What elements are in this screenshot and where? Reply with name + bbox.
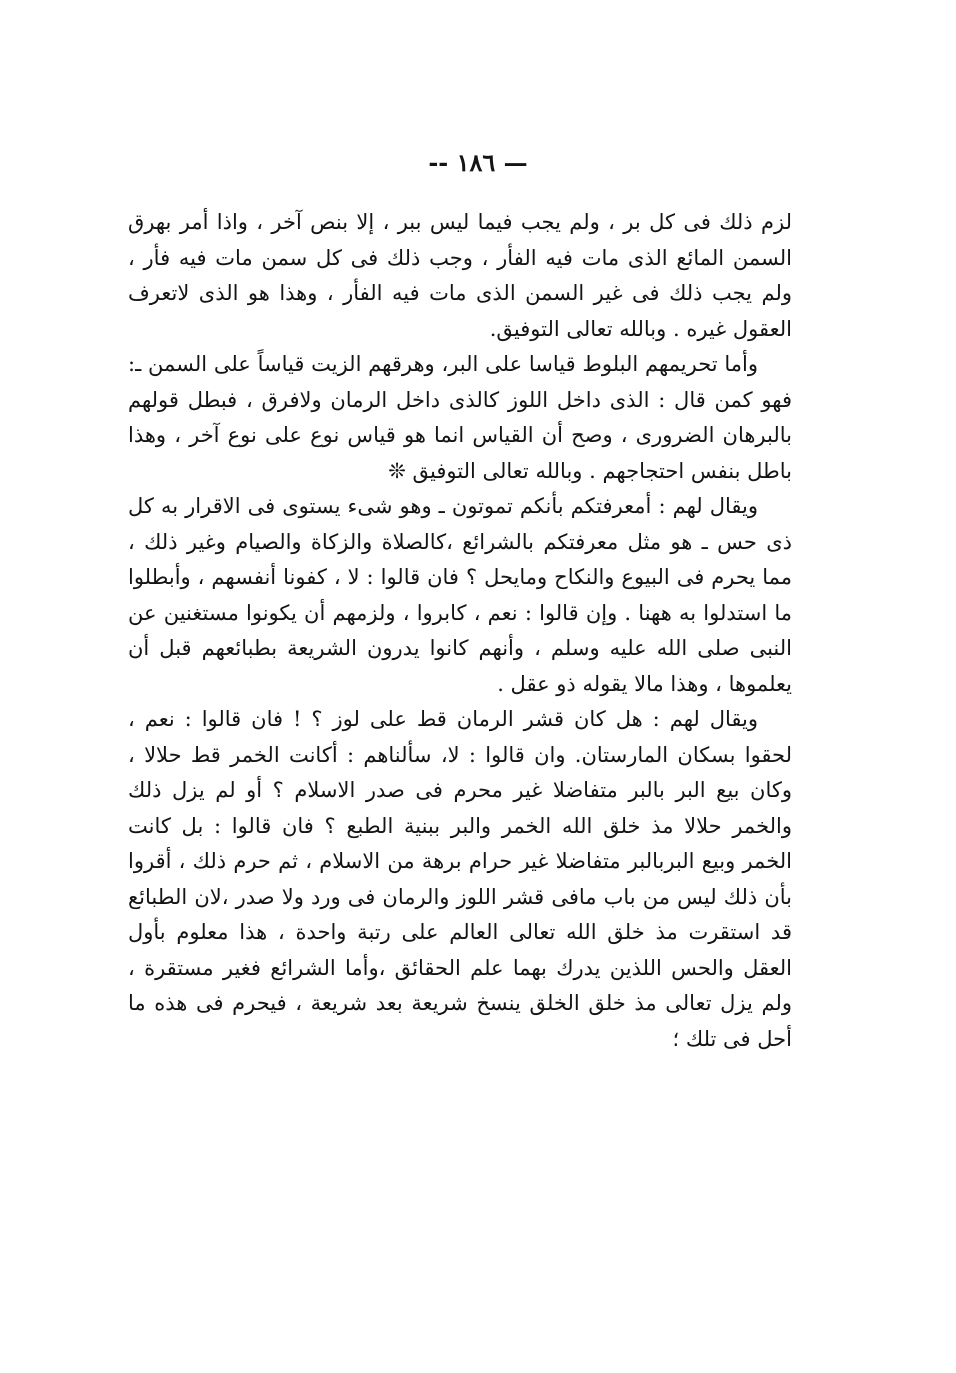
- body-text: [128, 205, 792, 1057]
- paragraph-1: لزم ذلك فى كل بر ، ولم يجب فيما ليس ببر ، إلا بنص آخر ، واذا أمر بهرق السمن المائع الذى مات فيه الفأر ، وجب ذلك فى كل سمن مات فيه فأر ، ولم يجب ذلك فى غير السمن الذى مات فيه الفأر ، وهذا هو الذى لاتعرف العقول غيره . وبالله تعالى التوفيق.: [128, 210, 792, 341]
- paragraph-2: وأما تحريمهم البلوط قياسا على البر، وهرقهم الزيت قياساً على السمن ـ: فهو كمن قال : الذى داخل اللوز كالذى داخل الرمان ولافرق ، فبطل قولهم بالبرهان الضرورى ، وصح أن القياس انما هو قياس نوع على نوع آخر ، وهذا باطل بنفس احتجاجهم . وبالله تعالى التوفيق ❊: [128, 352, 792, 483]
- page-number: — ١٨٦ --: [428, 148, 528, 177]
- paragraph-4: ويقال لهم : هل كان قشر الرمان قط على لوز ؟ ! فان قالوا : نعم ، لحقوا بسكان المارستان. وان قالوا : لا، سألناهم : أكانت الخمر قط حلالا ، وكان بيع البر بالبر متفاضلا غير محرم فى صدر الاسلام ؟ أو لم يزل ذلك والخمر حلالا مذ خلق الله الخمر والبر ببنية الطبع ؟ فان قالوا : بل كانت الخمر وبيع البربالبر متفاضلا غير حرام برهة من الاسلام ، ثم حرم ذلك ، أقروا بأن ذلك ليس من باب مافى قشر اللوز والرمان فى ورد ولا صدر ،لان الطبائع قد استقرت مذ خلق الله تعالى العالم على رتبة واحدة ، هذا معلوم بأول العقل والحس اللذين يدرك بهما علم الحقائق ،وأما الشرائع فغير مستقرة ، ولم يزل تعالى مذ خلق الخلق ينسخ شريعة بعد شريعة ، فيحرم فى هذه ما أحل فى تلك ؛: [128, 707, 792, 1051]
- paragraph-3: ويقال لهم : أمعرفتكم بأنكم تموتون ـ وهو شىء يستوى فى الاقرار به كل ذى حس ـ هو مثل معرفتكم بالشرائع ،كالصلاة والزكاة والصيام وغير ذلك ، مما يحرم فى البيوع والنكاح ومايحل ؟ فان قالوا : لا ، كفونا أنفسهم ، وأبطلوا ما استدلوا به ههنا . وإن قالوا : نعم ، كابروا ، ولزمهم أن يكونوا مستغنين عن النبى صلى الله عليه وسلم ، وأنهم كانوا يدرون الشريعة بطبائعهم قبل أن يعلموها ، وهذا مالا يقوله ذو عقل .: [128, 494, 792, 696]
